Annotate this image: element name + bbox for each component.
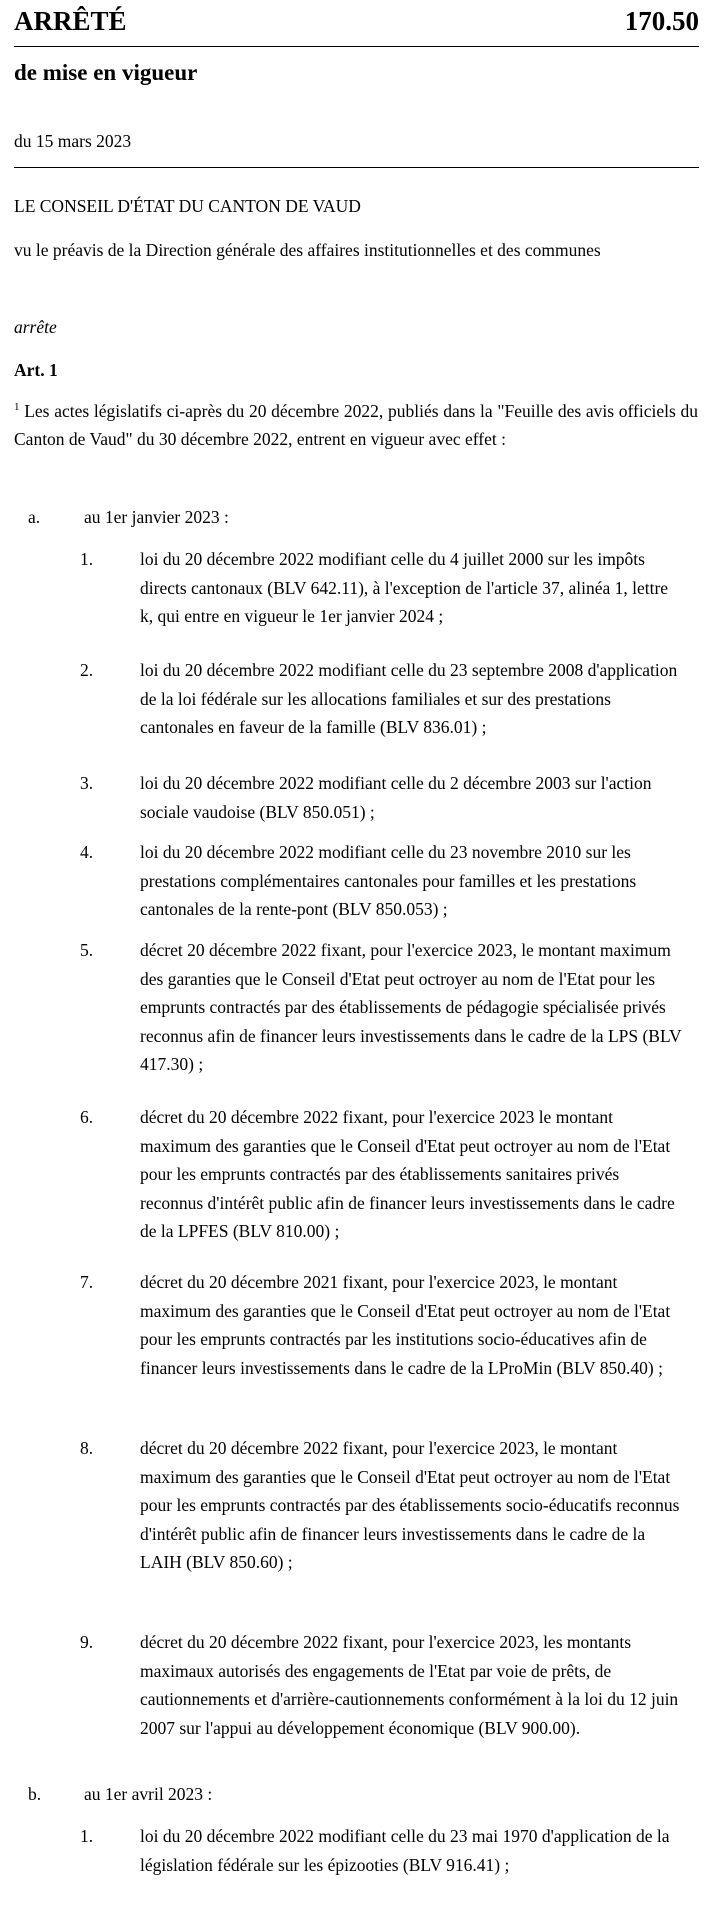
item-text: décret du 20 décembre 2022 fixant, pour l'exercice 2023, les montants maximaux autorisés des engagements de l'Etat par voie de prêts, de cautionnements et d'arrière-cautionnements conformément à la loi du 12 juin 2007 sur l'appui au développement économique (BLV 900.00). [140,1632,679,1738]
item-text: décret du 20 décembre 2022 fixant, pour l'exercice 2023 le montant maximum des garanties que le Conseil d'Etat peut octroyer au nom de l'Etat pour les emprunts contractés par des établissements sanitaires privés reconnus d'intérêt public afin de financer leurs investissements dans le cadre de la LPFES (BLV 810.00) ; [140,1107,675,1242]
header-rule [14,46,699,47]
paragraph-number: 1 [14,401,20,414]
item-text: loi du 20 décembre 2022 modifiant celle du 23 mai 1970 d'application de la législation fédérale sur les épizooties (BLV 916.41) ; [140,1826,670,1875]
document-subtitle: de mise en vigueur [14,60,198,85]
section-label: au 1er avril 2023 : [84,1784,213,1804]
article-heading: Art. 1 [14,360,58,380]
item-marker: 1. [80,1826,94,1846]
item-marker: 2. [80,660,94,680]
item-text: décret 20 décembre 2022 fixant, pour l'exercice 2023, le montant maximum des garanties que le Conseil d'Etat peut octroyer au nom de l'Etat pour les emprunts contractés par des établissements de pédagogie spécialisée privés reconnus afin de financer leurs investissements dans le cadre de la LPS (BLV 417.30) ; [140,940,682,1075]
item-marker: 9. [80,1632,94,1652]
item-marker: 4. [80,842,94,862]
item-marker: 7. [80,1272,94,1292]
intro-text: Les actes législatifs ci-après du 20 décembre 2022, publiés dans la "Feuille des avis officiels du Canton de Vaud" du 30 décembre 2022, entrent en vigueur avec effet : [14,401,699,449]
decree-verb: arrête [14,317,57,337]
document-header [14,6,699,46]
document-type: ARRÊTÉ [14,6,127,36]
item-marker: 6. [80,1107,94,1127]
item-text: loi du 20 décembre 2022 modifiant celle du 4 juillet 2000 sur les impôts directs cantonaux (BLV 642.11), à l'exception de l'article 37, alinéa 1, lettre k, qui entre en vigueur le 1er janvier 2024 ; [140,549,669,627]
section-marker: a. [28,507,41,527]
item-marker: 3. [80,773,94,793]
item-text: loi du 20 décembre 2022 modifiant celle du 2 décembre 2003 sur l'action sociale vaudoise (BLV 850.051) ; [140,773,652,822]
document-date: du 15 mars 2023 [14,131,132,151]
preamble: vu le préavis de la Direction générale des affaires institutionnelles et des communes [14,240,601,260]
issuing-authority: LE CONSEIL D'ÉTAT DU CANTON DE VAUD [14,196,361,216]
item-marker: 5. [80,940,94,960]
item-marker: 1. [80,549,94,569]
date-rule [14,167,699,168]
item-text: loi du 20 décembre 2022 modifiant celle du 23 novembre 2010 sur les prestations complémentaires cantonales pour familles et les prestations cantonales de la rente-pont (BLV 850.053) ; [140,842,637,920]
section-label: au 1er janvier 2023 : [84,507,229,527]
section-marker: b. [28,1784,42,1804]
document-number: 170.50 [624,6,699,36]
item-marker: 8. [80,1438,94,1458]
item-text: décret du 20 décembre 2022 fixant, pour l'exercice 2023, le montant maximum des garanties que le Conseil d'Etat peut octroyer au nom de l'Etat pour les emprunts contractés par des établissements socio-éducatifs reconnus d'intérêt public afin de financer leurs investissements dans le cadre de la LAIH (BLV 850.60) ; [140,1438,680,1573]
item-text: loi du 20 décembre 2022 modifiant celle du 23 septembre 2008 d'application de la loi fédérale sur les allocations familiales et sur des prestations cantonales en faveur de la famille (BLV 836.01) ; [140,660,678,738]
item-text: décret du 20 décembre 2021 fixant, pour l'exercice 2023, le montant maximum des garanties que le Conseil d'Etat peut octroyer au nom de l'Etat pour les emprunts contractés par les institutions socio-éducatives afin de financer leurs investissements dans le cadre de la LProMin (BLV 850.40) ; [140,1272,671,1378]
article-intro [14,397,698,453]
